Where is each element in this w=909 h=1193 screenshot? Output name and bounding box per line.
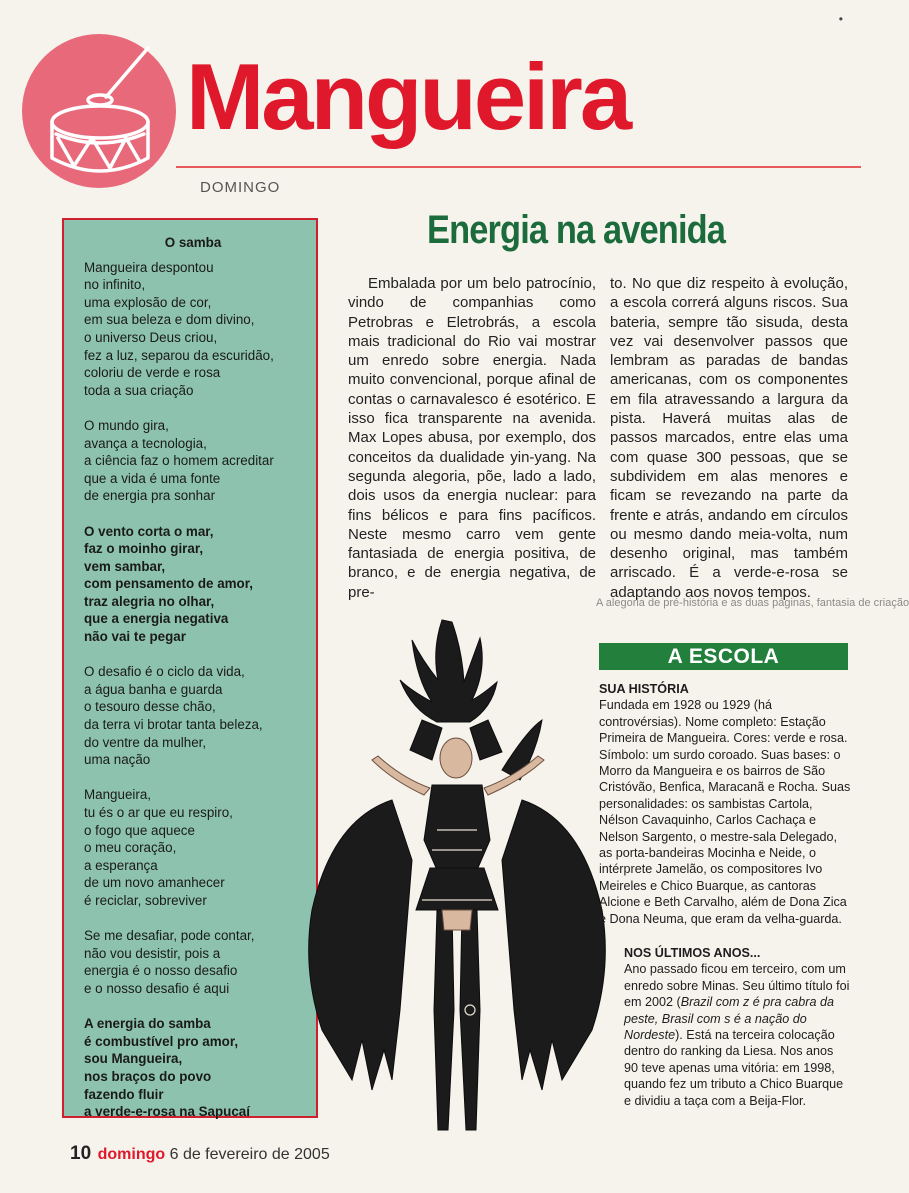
footer-date: 6 de fevereiro de 2005	[169, 1146, 330, 1163]
history-text: Fundada em 1928 ou 1929 (há controvérsias). Nome completo: Estação Primeira de Mangueira. Cores: verde e rosa. Símbolo: um surdo coroado. Suas bases: o Morro da Mangueira e os bairros de São Cristóvão, Benfica, Maracanã e Rocha. Suas personalidades: os sambistas Cartola, Nélson Cavaquinho, Carlos Cachaça e Nelson Sargento, o mestre-sala Delegado, as porta-bandeiras Mocinha e Neide, o intérprete Jamelão, os compositores Ivo Meireles e Chico Buarque, as cantoras Alcione e Beth Carvalho, além de Dona Zica e Dona Neuma, que eram da velha-guarda.	[599, 698, 851, 926]
lyrics-line: vem sambar,	[84, 558, 166, 574]
lyrics-line: A energia do samba	[84, 1016, 211, 1032]
lyrics-line: o meu coração,	[84, 840, 177, 856]
lyrics-line: avança a tecnologia,	[84, 435, 207, 451]
school-history	[599, 681, 851, 927]
recent-text	[624, 961, 850, 1109]
lyrics-line: coloriu de verde e rosa	[84, 365, 221, 381]
lyrics-line: fazendo fluir	[84, 1086, 164, 1102]
lyrics-line: o fogo que aquece	[84, 822, 195, 838]
lyrics-stanza	[84, 927, 302, 997]
lyrics-line: Mangueira,	[84, 787, 151, 803]
article-headline: Energia na avenida	[427, 208, 726, 252]
lyrics-line: traz alegria no olhar,	[84, 593, 215, 609]
lyrics-line: não vou desistir, pois a	[84, 945, 221, 961]
lyrics-line: uma explosão de cor,	[84, 294, 212, 310]
corner-mark: •	[838, 12, 843, 26]
lyrics-line: é combustível pro amor,	[84, 1033, 239, 1049]
lyrics-line: toda a sua criação	[84, 382, 194, 398]
lyrics-line: nos braços do povo	[84, 1068, 212, 1084]
lyrics-line: no infinito,	[84, 277, 146, 293]
recent-text-b: ). Está na terceira colocação dentro do ranking da Liesa. Nos anos 90 teve apenas uma vitória: em 1998, quando fez um tributo a Chico Buarque e dividiu a taça com a Beija-Flor.	[624, 1028, 844, 1108]
lyrics-line: não vai te pegar	[84, 629, 186, 645]
drum-icon	[22, 34, 176, 188]
lyrics-line: da terra vi brotar tanta beleza,	[84, 717, 263, 733]
lyrics-stanzas	[84, 259, 302, 1121]
lyrics-line: de energia pra sonhar	[84, 488, 216, 504]
lyrics-line: Mangueira despontou	[84, 259, 214, 275]
lyrics-line: uma nação	[84, 752, 151, 768]
lyrics-line: fez a luz, separou da escuridão,	[84, 347, 274, 363]
lyrics-line: com pensamento de amor,	[84, 576, 253, 592]
page-title: Mangueira	[186, 44, 630, 149]
lyrics-line: faz o moinho girar,	[84, 541, 204, 557]
school-recent-years	[624, 945, 850, 1109]
page-number: 10	[70, 1143, 92, 1164]
lyrics-line: o tesouro desse chão,	[84, 699, 216, 715]
section-label: DOMINGO	[200, 179, 281, 196]
costume-illustration	[292, 610, 622, 1150]
lyrics-line: tu és o ar que eu respiro,	[84, 805, 233, 820]
lyrics-line: em sua beleza e dom divino,	[84, 312, 255, 328]
lyrics-line: O vento corta o mar,	[84, 523, 214, 539]
article-paragraph-1: Embalada por um belo patrocínio, vindo de companhias como Petrobras e Eletrobrás, a escola mais tradicional do Rio vai mostrar um enredo sobre energia. Nada muito convencional, porque afinal de contas o carnavalesco é esotérico. E isso fica transparente na avenida. Max Lopes abusa, por exemplo, dos conceitos da dualidade yin-yang. Na segunda alegoria, põe, lado a lado, dois usos da energia nuclear: para fins bélicos e para fins pacíficos. Neste mesmo carro vem gente fantasiada de energia positiva, de branco, e de energia negativa, de pre-	[348, 275, 596, 601]
school-box-header: A ESCOLA	[599, 643, 848, 670]
lyrics-stanza	[84, 663, 302, 769]
logo-badge	[22, 34, 176, 188]
lyrics-line: do ventre da mulher,	[84, 734, 207, 750]
lyrics-line: O desafio é o ciclo da vida,	[84, 664, 245, 680]
photo-caption: A alegoria de pré-história e as duas páginas, fantasia de criação	[596, 597, 909, 609]
lyrics-stanza	[84, 417, 302, 505]
article-column-2	[610, 274, 848, 602]
lyrics-line: é reciclar, sobreviver	[84, 892, 207, 908]
samba-lyrics-box	[62, 218, 318, 1118]
lyrics-line: que a vida é uma fonte	[84, 470, 221, 486]
footer-brand: domingo	[97, 1146, 166, 1163]
lyrics-stanza	[84, 786, 302, 909]
recent-italic: Brazil com z é pra cabra da peste, Brasil com s é a nação do Nordeste	[624, 995, 834, 1043]
lyrics-line: O mundo gira,	[84, 417, 169, 433]
lyrics-line: a ciência faz o homem acreditar	[84, 453, 274, 469]
lyrics-line: a esperança	[84, 857, 158, 873]
lyrics-line: energia é o nosso desafio	[84, 963, 238, 979]
article-column-1	[348, 274, 596, 602]
lyrics-line: Se me desafiar, pode contar,	[84, 928, 255, 944]
article-paragraph-2: to. No que diz respeito à evolução, a escola correrá alguns riscos. Sua bateria, sempre tão sisuda, desta vez vai desenvolver passos que lembram as paradas de bandas americanas, com os componentes em fila atravessando a largura da pista. Haverá muitas alas de passos marcados, entre elas uma com quase 300 pessoas, que se subdividem em alas menores e ficam se revezando na parte da frente e atrás, andando em círculos ou mesmo dando meia-volta, num desenho original, mas também arriscado. É a verde-e-rosa se adaptando aos novos tempos.	[610, 275, 848, 601]
lyrics-line: sou Mangueira,	[84, 1051, 183, 1067]
lyrics-line: que a energia negativa	[84, 611, 229, 627]
recent-text-a: Ano passado ficou em terceiro, com um enredo sobre Minas. Seu último título foi em 2002 (	[624, 962, 850, 1010]
lyrics-line: o universo Deus criou,	[84, 329, 218, 345]
recent-heading: NOS ÚLTIMOS ANOS...	[624, 946, 761, 960]
header-rule	[176, 166, 861, 168]
page-footer	[70, 1143, 330, 1165]
history-heading: SUA HISTÓRIA	[599, 682, 689, 696]
lyrics-stanza	[84, 523, 302, 646]
lyrics-line: a água banha e guarda	[84, 681, 223, 697]
lyrics-title: O samba	[164, 235, 222, 250]
lyrics-line: e o nosso desafio é aqui	[84, 980, 230, 996]
lyrics-stanza	[84, 1015, 302, 1121]
lyrics-stanza	[84, 259, 302, 400]
lyrics-line: de um novo amanhecer	[84, 875, 225, 891]
lyrics-line: a verde-e-rosa na Sapucaí	[84, 1104, 250, 1120]
